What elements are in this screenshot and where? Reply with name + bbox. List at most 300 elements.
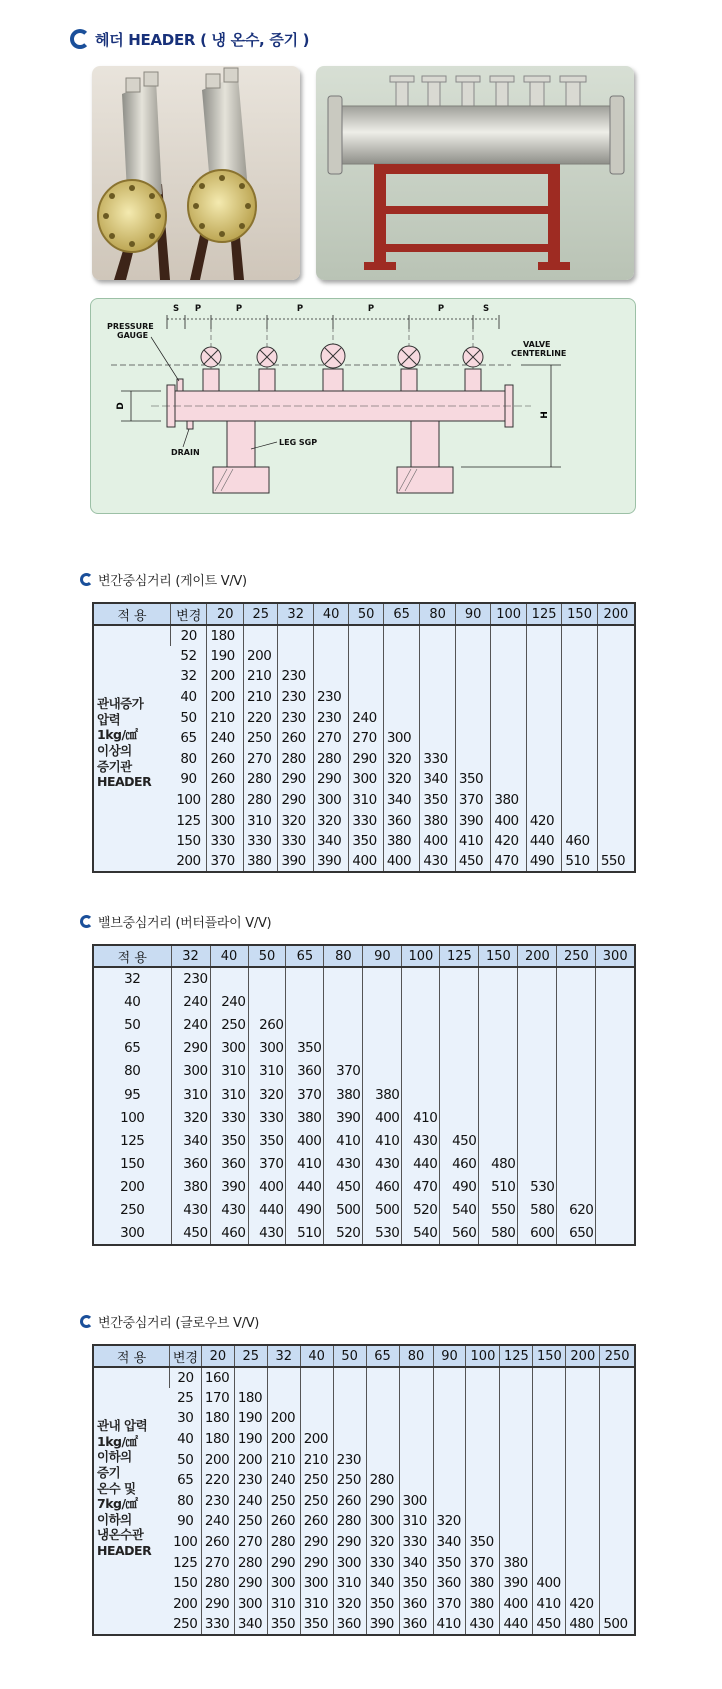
distance-cell: 250 xyxy=(234,1511,267,1532)
distance-cell xyxy=(500,1388,533,1409)
distance-cell xyxy=(518,1153,557,1176)
distance-cell: 320 xyxy=(248,1083,286,1106)
distance-cell xyxy=(562,769,597,790)
distance-cell xyxy=(383,625,420,646)
distance-cell: 250 xyxy=(267,1491,300,1512)
nominal-size-cell: 52 xyxy=(180,647,197,664)
nominal-size-cell: 95 xyxy=(124,1086,141,1103)
distance-cell: 510 xyxy=(286,1222,324,1245)
table-row xyxy=(93,1532,635,1553)
distance-cell xyxy=(383,646,420,667)
distance-cell xyxy=(455,749,490,770)
distance-cell xyxy=(557,1013,596,1036)
table-label-line: 1kg/㎠ xyxy=(97,1433,138,1449)
distance-cell: 430 xyxy=(402,1129,440,1152)
distance-cell xyxy=(596,1176,635,1199)
distance-cell: 330 xyxy=(349,810,383,831)
distance-cell xyxy=(557,1129,596,1152)
distance-cell xyxy=(363,1060,402,1083)
distance-cell: 500 xyxy=(363,1199,402,1222)
distance-cell: 400 xyxy=(420,831,455,852)
table-label-line: 이하의 xyxy=(97,1449,132,1465)
table-row xyxy=(93,1552,635,1573)
nominal-size-cell: 40 xyxy=(124,993,141,1010)
header-photo-flanges xyxy=(92,66,300,280)
section-title-globe: 변간중심거리 (글로우브 V/V) xyxy=(80,1312,259,1330)
distance-cell xyxy=(244,625,278,646)
distance-cell: 580 xyxy=(479,1222,518,1245)
distance-cell: 550 xyxy=(597,852,635,873)
table-header-cell: 200 xyxy=(566,1345,600,1367)
distance-cell xyxy=(562,625,597,646)
distance-cell: 420 xyxy=(526,810,561,831)
distance-cell xyxy=(433,1367,466,1388)
distance-cell: 530 xyxy=(518,1176,557,1199)
distance-cell: 230 xyxy=(201,1491,234,1512)
table-row xyxy=(93,990,635,1013)
distance-cell xyxy=(596,1106,635,1129)
nominal-size-cell: 100 xyxy=(173,1534,198,1551)
distance-cell xyxy=(596,990,635,1013)
dim-p-3: P xyxy=(296,304,304,314)
distance-cell: 400 xyxy=(349,852,383,873)
distance-cell: 270 xyxy=(313,728,348,749)
distance-cell: 290 xyxy=(349,749,383,770)
distance-cell: 450 xyxy=(171,1222,210,1245)
distance-cell xyxy=(600,1532,635,1553)
distance-cell xyxy=(518,1060,557,1083)
table-label-line: HEADER xyxy=(97,1543,152,1558)
distance-cell xyxy=(562,687,597,708)
distance-cell: 240 xyxy=(201,1511,234,1532)
distance-cell: 500 xyxy=(600,1614,635,1635)
distance-cell: 300 xyxy=(248,1037,286,1060)
table-row xyxy=(93,1199,635,1222)
distance-cell xyxy=(248,990,286,1013)
distance-cell: 390 xyxy=(500,1573,533,1594)
table-header-cell: 40 xyxy=(313,603,348,625)
distance-cell: 500 xyxy=(324,1199,363,1222)
distance-cell xyxy=(420,707,455,728)
distance-cell: 310 xyxy=(349,790,383,811)
distance-cell xyxy=(596,1083,635,1106)
nominal-size-cell: 40 xyxy=(177,1431,194,1448)
distance-cell xyxy=(518,1013,557,1036)
distance-cell: 460 xyxy=(363,1176,402,1199)
distance-cell: 380 xyxy=(244,852,278,873)
distance-cell: 350 xyxy=(210,1129,248,1152)
distance-cell xyxy=(600,1552,635,1573)
distance-cell xyxy=(313,625,348,646)
dim-p-4: P xyxy=(367,304,375,314)
distance-cell: 210 xyxy=(207,707,244,728)
distance-cell xyxy=(349,666,383,687)
distance-cell: 520 xyxy=(324,1222,363,1245)
distance-cell xyxy=(597,749,635,770)
distance-cell xyxy=(402,1013,440,1036)
distance-cell xyxy=(383,666,420,687)
table-header-cell: 65 xyxy=(383,603,420,625)
distance-cell: 430 xyxy=(171,1199,210,1222)
table-row xyxy=(93,728,635,749)
distance-cell xyxy=(363,990,402,1013)
nominal-size-cell: 30 xyxy=(177,1410,194,1427)
table-row-label xyxy=(93,625,170,872)
dim-s-right: S xyxy=(482,304,490,314)
table-row xyxy=(93,707,635,728)
distance-cell: 330 xyxy=(210,1106,248,1129)
distance-cell xyxy=(333,1408,366,1429)
distance-cell xyxy=(562,790,597,811)
distance-cell: 410 xyxy=(455,831,490,852)
distance-cell xyxy=(399,1388,433,1409)
distance-cell: 320 xyxy=(171,1106,210,1129)
table-row xyxy=(93,1388,635,1409)
distance-cell: 360 xyxy=(210,1153,248,1176)
distance-cell xyxy=(600,1511,635,1532)
distance-cell: 490 xyxy=(526,852,561,873)
distance-cell xyxy=(491,625,526,646)
distance-cell: 180 xyxy=(207,625,244,646)
page-title: 헤더 HEADER ( 냉 온수, 증기 ) xyxy=(95,30,310,49)
distance-cell: 300 xyxy=(399,1491,433,1512)
distance-cell: 530 xyxy=(363,1222,402,1245)
table-header-cell: 125 xyxy=(526,603,561,625)
distance-cell xyxy=(313,646,348,667)
distance-cell: 330 xyxy=(366,1552,399,1573)
nominal-size-cell: 150 xyxy=(173,1575,198,1592)
distance-cell xyxy=(363,1037,402,1060)
distance-cell xyxy=(234,1367,267,1388)
distance-cell xyxy=(433,1429,466,1450)
distance-cell: 280 xyxy=(244,769,278,790)
distance-cell xyxy=(440,1106,479,1129)
distance-cell xyxy=(333,1367,366,1388)
nominal-size-cell: 32 xyxy=(124,971,141,988)
distance-cell: 350 xyxy=(300,1614,333,1635)
distance-cell xyxy=(420,666,455,687)
distance-cell: 370 xyxy=(286,1083,324,1106)
table-row xyxy=(93,831,635,852)
distance-cell: 450 xyxy=(440,1129,479,1152)
distance-cell: 340 xyxy=(420,769,455,790)
distance-cell: 440 xyxy=(402,1153,440,1176)
distance-cell: 290 xyxy=(201,1594,234,1615)
nominal-size-cell: 65 xyxy=(177,1472,194,1489)
table-row xyxy=(93,769,635,790)
distance-cell: 210 xyxy=(300,1449,333,1470)
distance-cell: 390 xyxy=(366,1614,399,1635)
distance-cell: 410 xyxy=(433,1614,466,1635)
distance-cell xyxy=(562,707,597,728)
distance-cell xyxy=(518,967,557,990)
distance-cell: 280 xyxy=(278,749,313,770)
distance-cell xyxy=(596,1013,635,1036)
distance-cell: 230 xyxy=(333,1449,366,1470)
distance-cell: 310 xyxy=(300,1594,333,1615)
distance-cell xyxy=(466,1470,500,1491)
distance-cell: 190 xyxy=(207,646,244,667)
table-header-cell: 변경 xyxy=(170,603,207,625)
distance-cell xyxy=(566,1449,600,1470)
distance-cell xyxy=(596,1060,635,1083)
distance-cell xyxy=(433,1470,466,1491)
distance-cell: 320 xyxy=(278,810,313,831)
butterfly-valve-table xyxy=(92,944,636,1246)
table-header-cell: 65 xyxy=(366,1345,399,1367)
distance-cell xyxy=(313,666,348,687)
distance-cell xyxy=(533,1408,566,1429)
distance-cell: 280 xyxy=(201,1573,234,1594)
distance-cell: 300 xyxy=(333,1552,366,1573)
distance-cell: 170 xyxy=(201,1388,234,1409)
distance-cell xyxy=(420,625,455,646)
distance-cell xyxy=(349,625,383,646)
distance-cell: 540 xyxy=(402,1222,440,1245)
distance-cell xyxy=(455,687,490,708)
distance-cell: 330 xyxy=(399,1532,433,1553)
table-row-label xyxy=(93,1367,170,1635)
nominal-size-cell: 50 xyxy=(124,1016,141,1033)
table-header-cell: 변경 xyxy=(170,1345,202,1367)
distance-cell: 490 xyxy=(440,1176,479,1199)
distance-cell xyxy=(433,1408,466,1429)
distance-cell: 600 xyxy=(518,1222,557,1245)
distance-cell xyxy=(324,1013,363,1036)
table-header-cell: 100 xyxy=(466,1345,500,1367)
distance-cell: 430 xyxy=(324,1153,363,1176)
distance-cell: 340 xyxy=(433,1532,466,1553)
distance-cell: 440 xyxy=(500,1614,533,1635)
table-label-line: HEADER xyxy=(97,774,152,790)
distance-cell xyxy=(420,646,455,667)
table-label-line: 1kg/㎠ xyxy=(97,727,138,743)
section-title-butterfly: 밸브중심거리 (버터플라이 V/V) xyxy=(80,912,271,930)
distance-cell xyxy=(596,1199,635,1222)
distance-cell xyxy=(518,1129,557,1152)
distance-cell: 240 xyxy=(207,728,244,749)
distance-cell: 260 xyxy=(278,728,313,749)
table-header-cell: 250 xyxy=(557,945,596,967)
distance-cell: 400 xyxy=(286,1129,324,1152)
distance-cell: 430 xyxy=(248,1222,286,1245)
distance-cell: 210 xyxy=(267,1449,300,1470)
nominal-size-cell: 65 xyxy=(124,1040,141,1057)
distance-cell: 380 xyxy=(324,1083,363,1106)
distance-cell xyxy=(596,967,635,990)
nominal-size-cell: 40 xyxy=(180,689,197,706)
table-header-cell: 20 xyxy=(207,603,244,625)
distance-cell: 620 xyxy=(557,1199,596,1222)
distance-cell: 350 xyxy=(366,1594,399,1615)
distance-cell: 400 xyxy=(363,1106,402,1129)
table-label-line: 이상의 xyxy=(97,742,132,758)
nominal-size-cell: 32 xyxy=(180,668,197,685)
table-row xyxy=(93,1176,635,1199)
table-header-cell: 50 xyxy=(248,945,286,967)
distance-cell: 260 xyxy=(300,1511,333,1532)
distance-cell xyxy=(566,1470,600,1491)
distance-cell: 230 xyxy=(313,707,348,728)
distance-cell: 550 xyxy=(479,1199,518,1222)
distance-cell xyxy=(466,1511,500,1532)
table-header-cell: 100 xyxy=(402,945,440,967)
distance-cell xyxy=(566,1408,600,1429)
distance-cell xyxy=(479,967,518,990)
distance-cell xyxy=(600,1470,635,1491)
distance-cell xyxy=(518,1037,557,1060)
table-label-line: 이하의 xyxy=(97,1511,132,1527)
distance-cell: 230 xyxy=(171,967,210,990)
distance-cell: 320 xyxy=(383,769,420,790)
dim-p-2: P xyxy=(235,304,243,314)
dim-p-5: P xyxy=(437,304,445,314)
distance-cell: 410 xyxy=(533,1594,566,1615)
distance-cell: 250 xyxy=(244,728,278,749)
distance-cell: 230 xyxy=(234,1470,267,1491)
distance-cell xyxy=(526,625,561,646)
distance-cell xyxy=(324,967,363,990)
distance-cell xyxy=(596,1129,635,1152)
distance-cell: 410 xyxy=(402,1106,440,1129)
distance-cell xyxy=(597,769,635,790)
distance-cell xyxy=(526,769,561,790)
valve-centerline-label-2: CENTERLINE xyxy=(511,349,567,358)
distance-cell xyxy=(420,687,455,708)
distance-cell xyxy=(324,990,363,1013)
distance-cell: 340 xyxy=(234,1614,267,1635)
distance-cell: 230 xyxy=(278,707,313,728)
globe-valve-table xyxy=(92,1344,636,1636)
table-row xyxy=(93,1491,635,1512)
table-row xyxy=(93,1037,635,1060)
distance-cell xyxy=(566,1552,600,1573)
distance-cell: 540 xyxy=(440,1199,479,1222)
distance-cell: 260 xyxy=(248,1013,286,1036)
distance-cell xyxy=(533,1532,566,1553)
distance-cell xyxy=(300,1408,333,1429)
distance-cell: 370 xyxy=(455,790,490,811)
distance-cell xyxy=(466,1408,500,1429)
distance-cell xyxy=(600,1367,635,1388)
distance-cell: 280 xyxy=(207,790,244,811)
nominal-size-cell: 80 xyxy=(177,1492,194,1509)
distance-cell xyxy=(267,1367,300,1388)
distance-cell: 260 xyxy=(333,1491,366,1512)
distance-cell xyxy=(557,1083,596,1106)
table-row xyxy=(93,625,635,646)
distance-cell: 510 xyxy=(562,852,597,873)
distance-cell xyxy=(491,646,526,667)
distance-cell xyxy=(278,625,313,646)
distance-cell xyxy=(440,1037,479,1060)
distance-cell: 390 xyxy=(455,810,490,831)
nominal-size-cell: 50 xyxy=(180,709,197,726)
distance-cell xyxy=(383,707,420,728)
table-row xyxy=(93,1594,635,1615)
distance-cell: 310 xyxy=(210,1083,248,1106)
distance-cell xyxy=(466,1367,500,1388)
distance-cell xyxy=(491,749,526,770)
distance-cell: 380 xyxy=(491,790,526,811)
dim-d-label: D xyxy=(116,402,126,410)
table-row xyxy=(93,1367,635,1388)
table-header-cell: 90 xyxy=(433,1345,466,1367)
distance-cell xyxy=(533,1552,566,1573)
distance-cell: 330 xyxy=(207,831,244,852)
distance-cell: 210 xyxy=(244,687,278,708)
distance-cell: 430 xyxy=(466,1614,500,1635)
distance-cell xyxy=(600,1573,635,1594)
distance-cell: 300 xyxy=(267,1573,300,1594)
distance-cell: 320 xyxy=(313,810,348,831)
distance-cell: 400 xyxy=(383,852,420,873)
table-header-cell: 150 xyxy=(562,603,597,625)
distance-cell: 480 xyxy=(479,1153,518,1176)
distance-cell xyxy=(557,1106,596,1129)
distance-cell: 330 xyxy=(248,1106,286,1129)
distance-cell: 400 xyxy=(491,810,526,831)
nominal-size-cell: 90 xyxy=(177,1513,194,1530)
distance-cell xyxy=(366,1429,399,1450)
distance-cell xyxy=(491,687,526,708)
distance-cell: 330 xyxy=(244,831,278,852)
distance-cell: 300 xyxy=(366,1511,399,1532)
distance-cell xyxy=(399,1429,433,1450)
distance-cell: 290 xyxy=(366,1491,399,1512)
distance-cell: 370 xyxy=(248,1153,286,1176)
distance-cell: 300 xyxy=(171,1060,210,1083)
distance-cell xyxy=(479,1060,518,1083)
distance-cell xyxy=(562,810,597,831)
distance-cell: 440 xyxy=(526,831,561,852)
distance-cell xyxy=(479,1013,518,1036)
title-ring-icon xyxy=(70,29,90,49)
distance-cell: 200 xyxy=(267,1429,300,1450)
table-header-cell: 250 xyxy=(600,1345,635,1367)
table-header-cell: 65 xyxy=(286,945,324,967)
distance-cell: 380 xyxy=(466,1594,500,1615)
distance-cell: 460 xyxy=(210,1222,248,1245)
distance-cell xyxy=(333,1429,366,1450)
distance-cell xyxy=(466,1429,500,1450)
distance-cell xyxy=(557,1060,596,1083)
distance-cell xyxy=(402,990,440,1013)
distance-cell xyxy=(500,1470,533,1491)
distance-cell: 290 xyxy=(333,1532,366,1553)
distance-cell xyxy=(533,1367,566,1388)
distance-cell: 310 xyxy=(171,1083,210,1106)
section-title-gate: 변간중심거리 (게이트 V/V) xyxy=(80,570,247,588)
table-label-line: 관내 압력 xyxy=(97,1418,148,1433)
distance-cell xyxy=(491,769,526,790)
table-row xyxy=(93,1470,635,1491)
distance-cell: 330 xyxy=(278,831,313,852)
nominal-size-cell: 20 xyxy=(170,1367,202,1388)
distance-cell: 310 xyxy=(333,1573,366,1594)
distance-cell: 260 xyxy=(201,1532,234,1553)
distance-cell xyxy=(600,1449,635,1470)
table-header-cell: 80 xyxy=(324,945,363,967)
distance-cell: 220 xyxy=(201,1470,234,1491)
distance-cell: 280 xyxy=(313,749,348,770)
distance-cell: 250 xyxy=(300,1491,333,1512)
distance-cell xyxy=(597,707,635,728)
distance-cell xyxy=(349,646,383,667)
distance-cell xyxy=(533,1511,566,1532)
distance-cell xyxy=(455,666,490,687)
distance-cell xyxy=(500,1511,533,1532)
